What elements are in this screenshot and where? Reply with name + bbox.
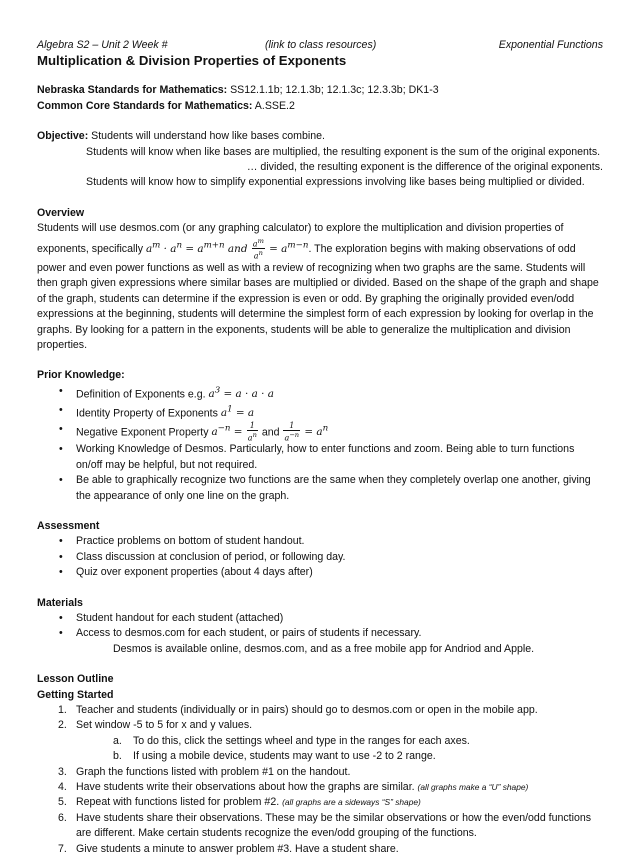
assessment-heading: Assessment bbox=[37, 519, 100, 532]
negative-exponent-formula: $a^{-n}$ = $\frac{1}{a^n}$ bbox=[211, 420, 257, 443]
materials-heading: Materials bbox=[37, 596, 83, 609]
negative-exponent-formula-2: $\frac{1}{a^{-n}}$ = $a^n$ bbox=[284, 420, 329, 443]
list-item: • Working Knowledge of Desmos. Particularly, how to enter functions and zoom. Being able to turn functions on/off may be helpful, but not required. bbox=[37, 442, 603, 473]
list-item: • Negative Exponent Property $a^{-n}$ = $\frac{1}{a^n}$ and $\frac{1}{a^{-n}}$ = $a^n$ bbox=[37, 422, 603, 443]
objective-line: Students will know when like bases are multiplied, the resulting exponent is the sum of the original exponents. bbox=[86, 145, 601, 158]
common-core-label: Common Core Standards for Mathematics: bbox=[37, 99, 253, 112]
assessment-section bbox=[37, 519, 603, 581]
list-item: b. If using a mobile device, students may want to use -2 to 2 range. bbox=[113, 750, 436, 763]
lesson-outline-section bbox=[37, 672, 603, 857]
list-item: • Identity Property of Exponents $a^1 = a$ bbox=[37, 403, 603, 422]
standards-section bbox=[37, 83, 603, 114]
list-item: • Practice problems on bottom of student handout. bbox=[37, 534, 603, 549]
objective-section bbox=[37, 129, 603, 191]
list-item: a. To do this, click the settings wheel and type in the ranges for each axes. bbox=[113, 734, 470, 747]
list-item: • Quiz over exponent properties (about 4 days after) bbox=[37, 565, 603, 580]
list-item: • Class discussion at conclusion of period, or following day. bbox=[37, 550, 603, 565]
getting-started-heading: Getting Started bbox=[37, 688, 114, 701]
list-item: • Access to desmos.com for each student, or pairs of students if necessary. bbox=[37, 626, 603, 641]
objective-label: Objective: bbox=[37, 130, 89, 143]
list-item: 4. Have students write their observations about how the graphs are similar. (all graphs make a “U” shape) bbox=[58, 781, 529, 794]
exponent-definition-formula: $a^3 = a \cdot a \cdot a$ bbox=[208, 385, 274, 401]
header-unit: Exponential Functions bbox=[498, 39, 603, 51]
header-resources-link[interactable]: (link to class resources) bbox=[265, 39, 377, 51]
list-item: 1. Teacher and students (individually or in pairs) should go to desmos.com or open in the mobile app. bbox=[58, 704, 538, 717]
nebraska-value: SS12.1.1b; 12.1.3b; 12.1.3c; 12.3.3b; DK1-3 bbox=[227, 84, 439, 97]
list-item: 2. Set window -5 to 5 for x and y values. a. To do this, click the settings wheel and type in the ranges for each axes. b. If using a mobile device, students may want to use -2 to 2 range. bbox=[37, 718, 603, 764]
multiplication-property-formula: $a^m \cdot a^n = a^{m+n}$ and $\frac{a^m}{a^n}$ = $a^{m-n}$ bbox=[145, 236, 309, 261]
list-item: • Definition of Exponents e.g. $a^3 = a \cdot a \cdot a$ bbox=[37, 384, 603, 403]
overview-heading: Overview bbox=[37, 206, 85, 219]
objective-text: Students will understand how like bases combine. bbox=[88, 130, 325, 143]
list-item: • Student handout for each student (attached) bbox=[37, 611, 603, 626]
header-course: Algebra S2 – Unit 2 Week # bbox=[37, 39, 168, 51]
objective-line: Students will know how to simplify exponential expressions involving like bases being multiplied or divided. bbox=[86, 176, 585, 189]
common-core-value: A.SSE.2 bbox=[252, 99, 295, 112]
list-item: • Be able to graphically recognize two functions are the same when they completely overlap one another, giving the appearance of only one line on the graph. bbox=[37, 473, 603, 504]
desmos-note: Desmos is available online, desmos.com, and as a free mobile app for Andriod and Apple. bbox=[113, 642, 535, 655]
list-item: 7. Give students a minute to answer problem #3. Have a student share. bbox=[58, 842, 399, 855]
lesson-outline-heading: Lesson Outline bbox=[37, 673, 114, 686]
prior-knowledge-section bbox=[37, 368, 603, 504]
list-item: 3. Graph the functions listed with problem #1 on the handout. bbox=[58, 765, 351, 778]
materials-section bbox=[37, 596, 603, 658]
prior-knowledge-heading: Prior Knowledge: bbox=[37, 369, 125, 382]
page-title: Multiplication & Division Properties of Exponents bbox=[37, 53, 347, 68]
list-item: 6. Have students share their observations. These may be the similar observations or how the even/odd functions are different. Make certain students recognize the even/odd grouping of the functions. bbox=[58, 811, 592, 840]
document-page bbox=[37, 38, 603, 857]
overview-text: Students will use desmos.com (or any graphing calculator) to explore the multiplication and division properties of exponents, specifically $a^m \cdot a^n = a^{m+n}$ and $\frac{a^m}{a^n}$ = $a^{m-n}$. The exploration begins with making observations of odd power and even power functions as well as with a review of recognizing when two graphs are the same. Students will then graph given expressions where similar bases are multiplied or divided. Based on the shape of the graph and shape of the graph, students can determine if the expression is even or odd. By graphing the originally provided even/odd expressions at the beginning, students will determine the simplest form of each expression by looking for overlap in the graphs. By looking for a pattern in the exponents, students will be able to generalize the multiplication and division properties. bbox=[37, 222, 599, 351]
nebraska-label: Nebraska Standards for Mathematics: bbox=[37, 84, 228, 97]
identity-property-formula: $a^1 = a$ bbox=[220, 404, 255, 420]
list-item: 5. Repeat with functions listed for problem #2. (all graphs are a sideways “S” shape) bbox=[58, 796, 421, 809]
overview-section bbox=[37, 206, 603, 354]
objective-line: … divided, the resulting exponent is the difference of the original exponents. bbox=[246, 161, 603, 174]
page-header bbox=[37, 38, 603, 52]
